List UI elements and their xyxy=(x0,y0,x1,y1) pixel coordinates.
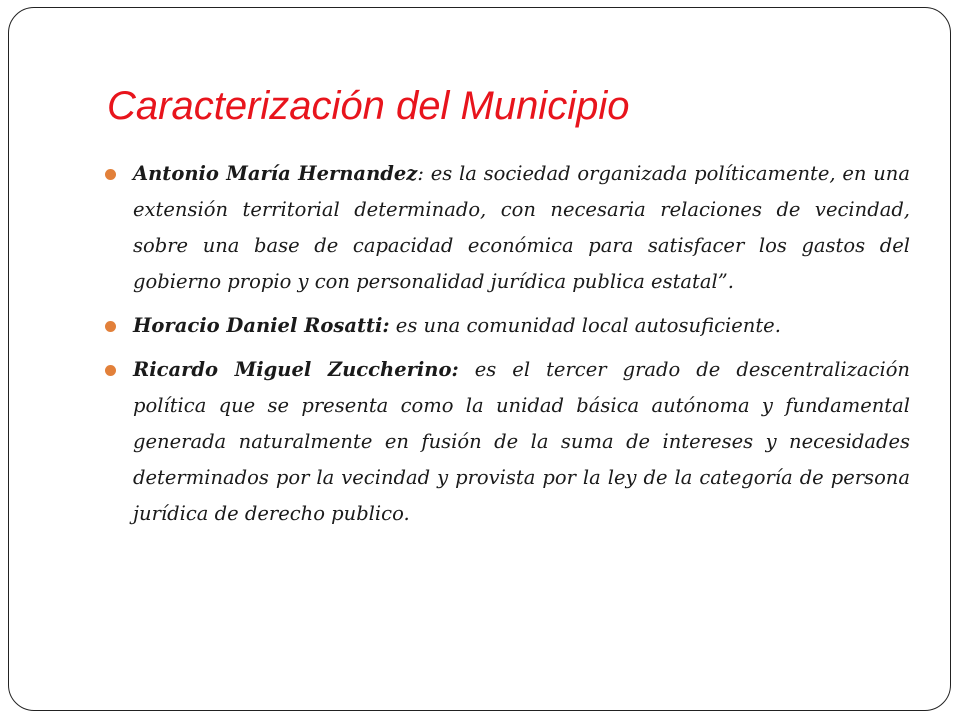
author-name: Antonio María Hernandez xyxy=(133,162,418,185)
bullet-icon xyxy=(105,169,116,180)
slide-title: Caracterización del Municipio xyxy=(107,84,630,128)
definition-text: : es la sociedad organizada políticamente, en una extensión territorial determinado, con necesaria relaciones de vecindad, sobre una base de capacidad económica para satisfacer los gastos del gobierno propio y con personalidad jurídica publica estatal”. xyxy=(133,162,910,293)
definition-zuccherino xyxy=(98,352,910,532)
definition-rosatti xyxy=(98,308,910,344)
definition-text: es el tercer grado de descentralización política que se presenta como la unidad básica autónoma y fundamental generada naturalmente en fusión de la suma de intereses y necesidades determinados por la vecindad y provista por la ley de la categoría de persona jurídica de derecho publico. xyxy=(133,358,910,525)
bullet-icon xyxy=(105,365,116,376)
author-name: Horacio Daniel Rosatti: xyxy=(133,314,390,337)
definition-hernandez xyxy=(98,156,910,300)
bullet-icon xyxy=(105,321,116,332)
author-name: Ricardo Miguel Zuccherino: xyxy=(133,358,459,381)
definition-text: es una comunidad local autosuficiente. xyxy=(389,314,781,337)
definition-list xyxy=(98,156,910,540)
